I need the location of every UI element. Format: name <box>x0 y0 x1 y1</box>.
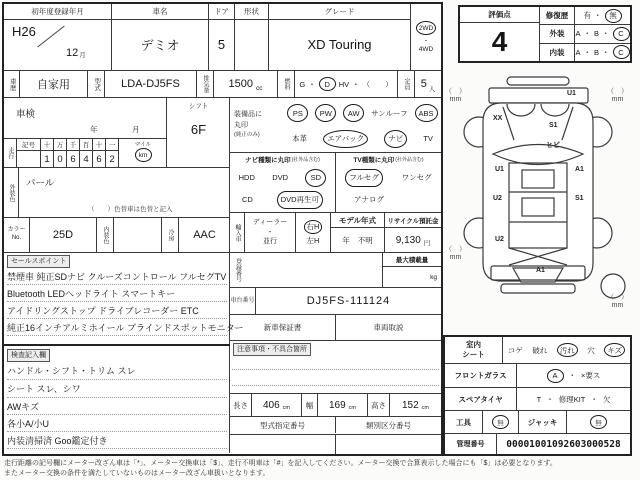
main-table <box>2 2 443 456</box>
mark-rear-bumper: A1 <box>536 267 545 274</box>
height-label: 高さ <box>368 394 390 416</box>
interior-check-table <box>443 335 632 456</box>
grade-value: XD Touring <box>307 36 372 52</box>
diagonal-divider <box>37 26 64 48</box>
recycle-label: リサイクル預託金 <box>385 213 441 228</box>
digit-col: 十 6 <box>93 139 106 167</box>
digit-col: 万 0 <box>54 139 67 167</box>
check-line: ハンドル・シフト・トリム スレ <box>7 362 227 380</box>
capacity-label: 定員 <box>398 71 415 97</box>
warranty-cell: 新車保証書 <box>230 315 336 340</box>
max-load-cell <box>382 253 441 287</box>
type-class-value-row <box>230 435 441 454</box>
ac-value: AAC <box>193 229 216 241</box>
windshield-value: A ・ ×要ス <box>517 364 630 387</box>
management-row <box>445 434 630 454</box>
dimensions-row <box>230 393 441 417</box>
model-code-label: 型式 <box>88 71 105 97</box>
tv-type-header: TV種類に丸印 (社外品含む) <box>353 157 424 164</box>
damage-diagram <box>443 70 635 335</box>
score-label: 評価点 <box>460 7 539 23</box>
first-registration-cell <box>4 4 112 70</box>
mark-left-fender: XX <box>493 115 503 122</box>
seat-label: 室内 シート <box>445 337 503 363</box>
model-year-label: モデル年式 <box>331 213 384 228</box>
color-no-value: 25D <box>30 218 97 252</box>
manual-cell: 車両取説 <box>373 323 404 332</box>
chassis-value: DJ5FS-111124 <box>306 295 391 307</box>
shift-value: 6F <box>190 122 207 137</box>
equip-tv: TV <box>423 134 433 143</box>
jack-label: ジャッキ <box>519 411 567 433</box>
history-value: 自家用 <box>20 71 88 97</box>
mm-marker-br: （ ） mm <box>607 294 628 309</box>
nav-dvd: DVD <box>272 173 289 182</box>
tools-label: 工具 <box>445 411 483 433</box>
history-label: 車歴 <box>4 71 20 97</box>
check-line: シート スレ、シワ <box>7 380 227 398</box>
score-value: 4 <box>491 26 508 57</box>
equipment-row-2 <box>284 126 441 151</box>
check-line: 各小A/小U <box>7 415 227 432</box>
mark-hood: S1 <box>549 122 558 129</box>
tools-row <box>445 411 630 434</box>
equipment-label: 装備品に 丸印 (純正のみ) <box>234 111 262 139</box>
windshield-label: フロントガラス <box>445 364 517 387</box>
fuel-diesel-circled: D <box>319 77 336 91</box>
sales-line: アイドリングストップ ドライブレコーダー ETC <box>7 302 227 319</box>
mileage-label: 走行 <box>4 139 17 167</box>
equipment-row-1 <box>284 100 441 126</box>
mark-rear-left-door: U2 <box>493 195 502 202</box>
inspector-notes-block <box>4 346 230 454</box>
repair-history-row: 修復歴 有 ・ 無 <box>540 7 630 25</box>
equip-leather: 本革 <box>292 134 308 143</box>
exterior-color-block <box>4 168 230 218</box>
fuel-value: G ・ D HV ・ （ ） <box>295 71 398 97</box>
mark-windshield: ヒビ <box>546 142 560 149</box>
equip-pw-circled: PW <box>315 104 336 122</box>
registration-block <box>230 253 441 288</box>
mark-rear-left-quarter: U2 <box>495 236 504 243</box>
color-change-note: （ ）色替車は色替と記入 <box>88 206 173 213</box>
equip-abs-circled: ABS <box>415 104 438 122</box>
mile-label: マイル <box>134 142 152 148</box>
check-line: 内装清掃済 Goo鑑定付き <box>7 432 227 449</box>
nav-row-1 <box>230 166 335 189</box>
windshield-row <box>445 364 630 388</box>
nav-hdd: HDD <box>238 173 255 182</box>
spare-tire-value: T ・ 修理KIT ・ 欠 <box>536 394 611 404</box>
height-value: 152 cm <box>401 399 430 411</box>
tv-type-cell <box>336 153 441 212</box>
mm-marker-tl: （ ） mm <box>445 88 466 103</box>
km-circled: km <box>135 148 152 162</box>
type-designation-value <box>230 435 336 454</box>
mark-rear-right-quarter: S1 <box>575 195 584 202</box>
equip-aw-circled: AW <box>343 104 364 122</box>
mm-marker-tr: （ ） mm <box>607 88 628 103</box>
registration-label: 登録番号 <box>234 258 241 282</box>
tools-value <box>483 411 519 433</box>
shape-value <box>235 20 268 68</box>
shaken-label: 車検 <box>16 109 36 120</box>
width-label: 幅 <box>302 394 318 416</box>
left-handle: 左H <box>306 235 320 245</box>
digit-col: 千 6 <box>67 139 80 167</box>
shaken-cell <box>4 98 167 139</box>
nav-sd-circled: SD <box>305 169 326 187</box>
displacement-label: 排気量 <box>197 71 214 97</box>
type-class-header-row <box>230 417 441 435</box>
check-line: AWキズ <box>7 398 227 415</box>
type-designation-label: 型式指定番号 <box>230 417 336 433</box>
ac-label: 冷房 <box>162 218 179 252</box>
footer-disclaimer <box>4 459 637 479</box>
length-value: 406 cm <box>252 394 302 416</box>
nav-dvdplay-circled: DVD再生可 <box>277 191 323 209</box>
chassis-block <box>230 288 441 315</box>
import-block <box>230 213 441 253</box>
max-load-label: 最大積載量 <box>383 253 441 267</box>
seat-items <box>503 337 630 363</box>
interior-color-label: 内装色 <box>97 218 114 252</box>
nav-type-header: ナビ種類に丸印 (社外品含む) <box>245 157 320 164</box>
docs-row <box>230 315 441 341</box>
model-year-value: 年 不明 <box>342 235 373 245</box>
car-name-value: デミオ <box>140 37 180 53</box>
mileage-row <box>4 139 167 167</box>
defects-block <box>230 341 441 393</box>
displacement-value: 1500 cc <box>214 71 278 97</box>
repair-history-label: 修復歴 <box>540 7 575 24</box>
digit-col: 百 4 <box>80 139 93 167</box>
drivetrain-2wd: 2WD <box>416 21 436 35</box>
door-label: ドア <box>209 4 234 20</box>
jack-value <box>567 411 630 433</box>
defects-tag: 注意事項・不具合箇所 <box>233 343 311 356</box>
mark-front-right-door: A1 <box>575 166 584 173</box>
shape-label: 形状 <box>235 4 268 20</box>
equip-ps-circled: PS <box>287 104 308 122</box>
equipment-block <box>230 98 441 153</box>
mark-front-bumper: U1 <box>567 90 576 97</box>
nav-cd: CD <box>241 195 253 204</box>
door-value: 5 <box>217 36 226 52</box>
interior-grade-row: 内装 A ・ B ・ C <box>540 44 630 61</box>
windshield-a-circled: A <box>547 369 564 383</box>
shift-cell <box>167 98 230 167</box>
interior-grade-label: 内装 <box>540 44 575 61</box>
mm-marker-bl: （ ） mm <box>445 246 466 261</box>
color-row <box>4 218 230 253</box>
seat-hole: 穴 <box>587 345 595 355</box>
tv-fullseg-circled: フルセグ <box>345 169 383 187</box>
chassis-label: 車台番号 <box>230 288 256 314</box>
drivetrain-separator: ・ <box>422 38 430 45</box>
equip-navi-circled: ナビ <box>384 130 407 148</box>
width-value: 169 cm <box>318 394 368 416</box>
recycle-value: 9,130 円 <box>395 234 431 247</box>
mark-front-left-door: U1 <box>495 166 504 173</box>
import-dealer-cell: ディーラー ・ 並行 <box>245 213 296 252</box>
spec-row <box>4 70 441 97</box>
exterior-grade-row: 外装 A ・ B ・ C <box>540 25 630 43</box>
shaken-block <box>4 98 167 167</box>
right-stack <box>230 97 441 453</box>
exterior-color-value: パール <box>26 178 55 189</box>
sales-points-tag: セールスポイント <box>7 255 70 268</box>
recycle-cell <box>385 213 441 252</box>
fuel-label: 燃料 <box>278 71 295 97</box>
tools-none-circled: 無 <box>492 415 509 429</box>
disclaimer-line-1: 走行距離の記号欄にメーター改ざん車は「*」、メーター交換車は「$」、走行不明車は「#」を記入してください。メーター交換で合算表示した場合にも「$」は必要となります。 <box>4 460 557 467</box>
jack-none-circled: 無 <box>590 415 607 429</box>
shape-cell <box>235 4 269 70</box>
inspector-notes-tag: 検査記入欄 <box>7 349 50 362</box>
drivetrain-4wd: 4WD <box>418 46 434 53</box>
exterior-grade-label: 外装 <box>540 25 575 42</box>
mileage-unit-cell <box>119 139 167 167</box>
inspection-mileage-block <box>4 98 230 168</box>
header-row <box>4 4 441 70</box>
equip-sunroof: サンルーフ <box>371 108 408 118</box>
tv-analog: アナログ <box>354 195 384 204</box>
management-label: 管理番号 <box>445 434 497 454</box>
first-registration-year: H26 <box>12 24 36 39</box>
seat-row <box>445 337 630 364</box>
digit-col: 一 2 <box>106 139 119 167</box>
right-handle-circled: 右H <box>304 220 323 234</box>
spare-tire-row <box>445 388 630 411</box>
drivetrain-cell <box>411 4 441 70</box>
interior-color-value <box>114 218 162 252</box>
import-handle-cell <box>296 213 331 252</box>
shaken-year-label: 年 <box>90 125 98 134</box>
model-code-value: LDA-DJ5FS <box>105 71 197 97</box>
first-registration-label: 初年度登録年月 <box>4 4 111 20</box>
car-name-label: 車名 <box>112 4 208 20</box>
mileage-symbol-label: 記号 <box>17 139 40 151</box>
nav-type-cell <box>230 153 336 212</box>
interior-grade-c-circled: C <box>613 45 630 59</box>
sales-line: 純正16インチアルミホイール ブラインドスポットモニター <box>7 319 227 336</box>
score-cell <box>460 7 540 61</box>
sales-line: Bluetooth LEDヘッドライト スマートキー <box>7 285 227 302</box>
import-label: 輸入車 <box>230 213 245 252</box>
repair-none-circled: 無 <box>605 9 622 23</box>
capacity-value: 5 人 <box>420 78 436 93</box>
mileage-symbol-cell <box>17 139 41 167</box>
management-number: 00001001092603000528 <box>506 438 621 450</box>
nav-tv-block <box>230 153 441 213</box>
shift-label: シフト <box>188 103 209 110</box>
sales-line: 禁煙車 純正SDナビ クルーズコントロール フルセグTV <box>7 268 227 285</box>
shaken-month-label: 月 <box>132 125 140 134</box>
seat-dirt-circled: 汚れ <box>557 343 578 357</box>
score-grades <box>540 7 630 61</box>
class-number-label: 類別区分番号 <box>366 420 411 430</box>
seat-burn: コゲ <box>507 345 523 355</box>
tv-oneseg: ワンセグ <box>401 173 432 182</box>
color-no-label: カラー No. <box>4 218 30 252</box>
nav-row-2 <box>230 189 335 210</box>
equip-airbag-circled: エアバック <box>323 130 368 148</box>
car-name-cell <box>112 4 209 70</box>
grade-cell <box>269 4 411 70</box>
door-cell <box>209 4 235 70</box>
disclaimer-line-2: またメーター交換の条件を満たしていないものはメーター改ざん車扱いとなります。 <box>4 469 270 477</box>
max-load-unit: kg <box>430 273 437 281</box>
seat-tear: 破れ <box>532 345 548 355</box>
grade-label: グレード <box>269 4 410 20</box>
windshield-x-option: ×要ス <box>581 371 601 380</box>
exterior-grade-c-circled: C <box>613 27 630 41</box>
spare-tire-label: スペアタイヤ <box>445 388 517 410</box>
length-label: 長さ <box>230 394 252 416</box>
tv-row-2 <box>336 189 441 210</box>
first-registration-month: 12 月 <box>66 46 86 59</box>
tv-row-1 <box>336 166 441 189</box>
model-year-cell <box>331 213 385 252</box>
exterior-color-label: 外装色 <box>4 168 19 217</box>
score-box <box>458 5 632 63</box>
digit-col: 十 1 <box>41 139 54 167</box>
seat-scratch-circled: キズ <box>604 343 625 357</box>
